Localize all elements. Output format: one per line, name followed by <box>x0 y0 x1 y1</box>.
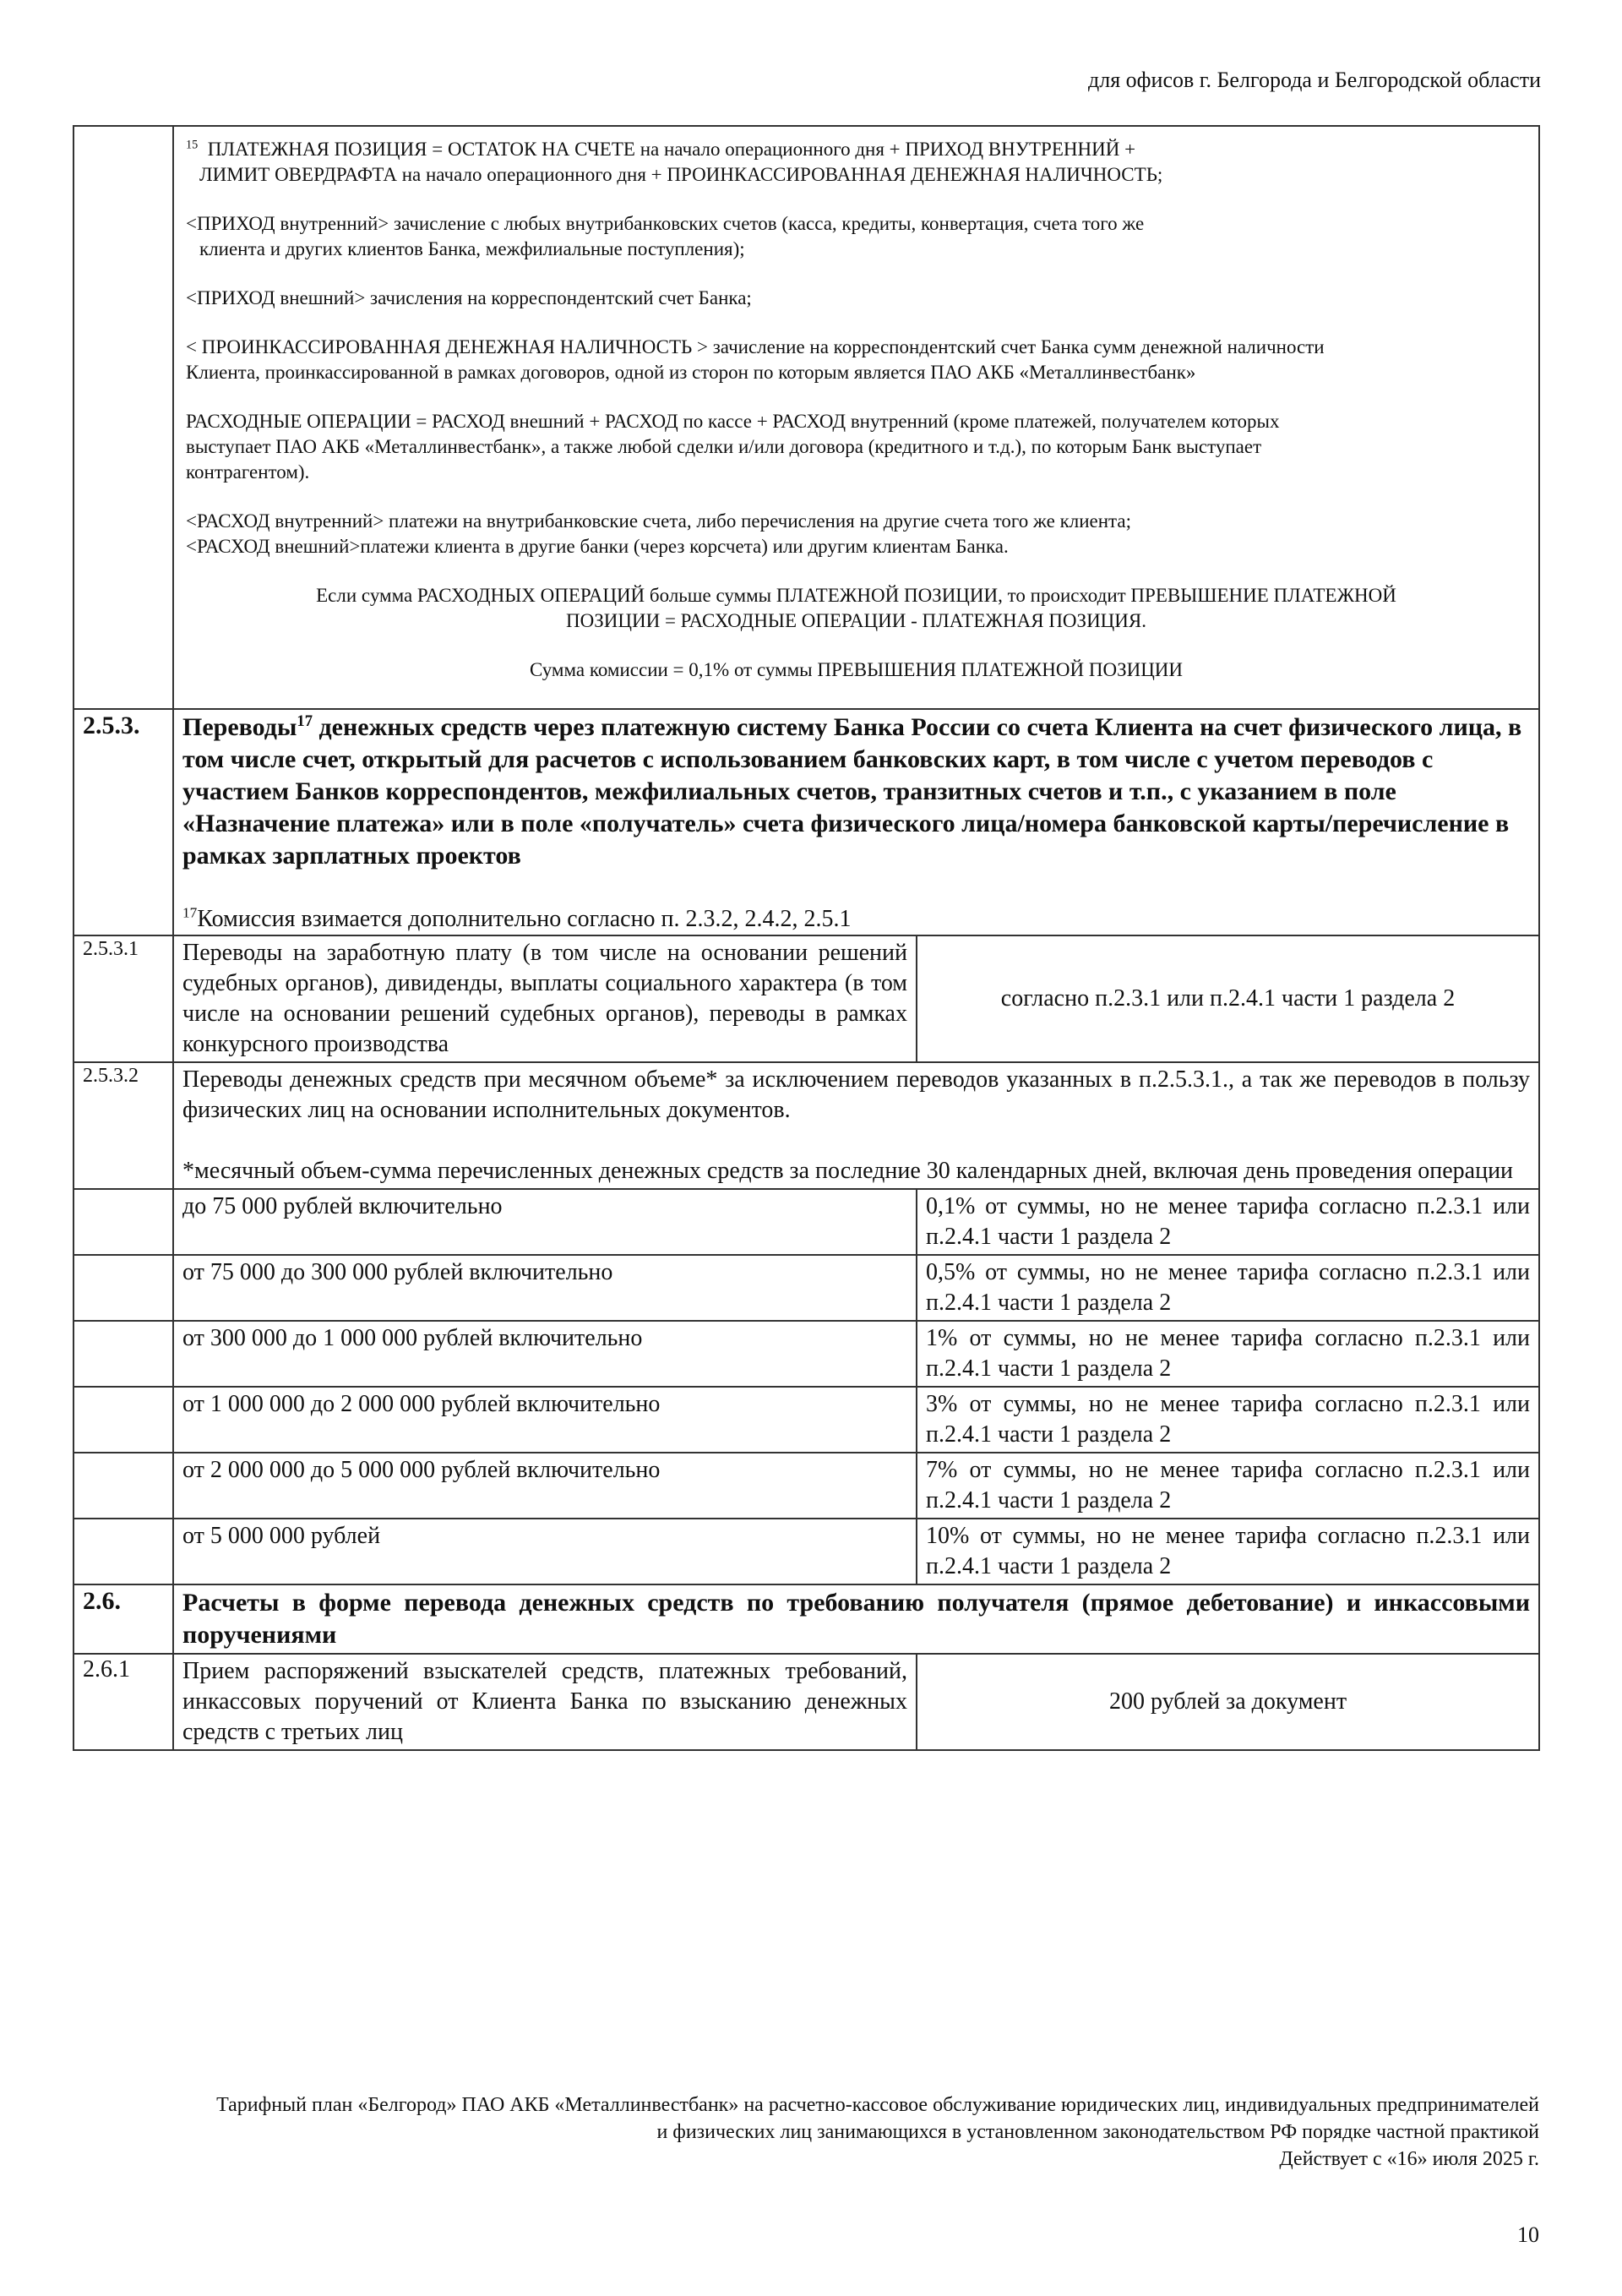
tier-tariff: 3% от суммы, но не менее тарифа согласно п.2.3.1 или п.2.4.1 части 1 раздела 2 <box>917 1387 1539 1453</box>
num-cell-empty <box>73 1255 173 1321</box>
rashod-line2: выступает ПАО АКБ «Металлинвестбанк», а также любой сделки и/или договора (кредитного и т.д.), по которым Банк выступает <box>186 436 1262 457</box>
proink-line2: Клиента, проинкассированной в рамках договоров, одной из сторон по которым является ПАО АКБ «Металлинвестбанк» <box>186 362 1196 383</box>
section-2-5-3-2-desc: Переводы денежных средств при месячном объеме* за исключением переводов указанных в п.2.5.3.1., а так же переводов в пользу физических лиц на основании исполнительных документов. <box>182 1066 1531 1123</box>
service-description: Прием распоряжений взыскателей средств, платежных требований, инкассовых поручений от Клиента Банка по взысканию денежных средств с третьих лиц <box>173 1654 917 1750</box>
note15-line1: $^{15}$ ПЛАТЕЖНАЯ ПОЗИЦИЯ = ОСТАТОК НА СЧЕТЕ на начало операционного дня + ПРИХОД ВНУТРЕННИЙ + <box>186 138 1136 160</box>
footer-line3: Действует с «16» июля 2025 г. <box>1279 2148 1539 2170</box>
tier-tariff: 0,1% от суммы, но не менее тарифа согласно п.2.3.1 или п.2.4.1 части 1 раздела 2 <box>917 1189 1539 1255</box>
section-number: 2.5.3. <box>73 709 173 935</box>
tier-range: от 300 000 до 1 000 000 рублей включительно <box>173 1321 917 1387</box>
page-number: 10 <box>1517 2222 1539 2247</box>
table-row-2-5-3 <box>73 709 1539 935</box>
num-cell-empty <box>73 126 173 709</box>
section-2-5-3-2-note: *месячный объем-сумма перечисленных денежных средств за последние 30 календарных дней, включая день проведения операции <box>182 1158 1514 1184</box>
section-number: 2.5.3.2 <box>73 1062 173 1189</box>
table-row-2-6-1 <box>73 1654 1539 1750</box>
service-tariff: 200 рублей за документ <box>917 1654 1539 1750</box>
section-2-5-3-heading: Переводы$^{17}$ денежных средств через платежную систему Банка России со счета Клиента на счет физического лица, в том числе счет, открытый для расчетов с использованием банковских карт, в том числе с учетом переводов с участием Банков корреспондентов, межфилиальных счетов, транзитных счетов и т.п., с указанием в поле «Назначение платежа» или в поле «получатель» счета физического лица/номера банковской карты/перечисление в рамках зарплатных проектов <box>182 712 1522 870</box>
section-2-5-3-2-cell <box>173 1062 1539 1189</box>
section-2-5-3-cell <box>173 709 1539 935</box>
note15-block <box>173 126 1539 709</box>
prihod-vnutr-line2: клиента и других клиентов Банка, межфилиальные поступления); <box>199 238 745 259</box>
tier-range: от 75 000 до 300 000 рублей включительно <box>173 1255 917 1321</box>
rashod-line1: РАСХОДНЫЕ ОПЕРАЦИИ = РАСХОД внешний + РАСХОД по кассе + РАСХОД внутренний (кроме платежей, получателем которых <box>186 411 1280 432</box>
tier-row <box>73 1321 1539 1387</box>
note15-line2: ЛИМИТ ОВЕРДРАФТА на начало операционного дня + ПРОИНКАССИРОВАННАЯ ДЕНЕЖНАЯ НАЛИЧНОСТЬ; <box>199 164 1163 185</box>
page-footer <box>216 2091 1539 2173</box>
proink-line1: < ПРОИНКАССИРОВАННАЯ ДЕНЕЖНАЯ НАЛИЧНОСТЬ > зачисление на корреспондентский счет Банка сумм денежной наличности <box>186 336 1325 357</box>
tier-tariff: 10% от суммы, но не менее тарифа согласно п.2.3.1 или п.2.4.1 части 1 раздела 2 <box>917 1519 1539 1584</box>
footer-line1: Тарифный план «Белгород» ПАО АКБ «Металлинвестбанк» на расчетно-кассовое обслуживание юридических лиц, индивидуальных предпринимателей <box>216 2094 1539 2116</box>
commission-formula: Сумма комиссии = 0,1% от суммы ПРЕВЫШЕНИЯ ПЛАТЕЖНОЙ ПОЗИЦИИ <box>529 659 1184 680</box>
num-cell-empty <box>73 1189 173 1255</box>
prevysh-line1: Если сумма РАСХОДНЫХ ОПЕРАЦИЙ больше суммы ПЛАТЕЖНОЙ ПОЗИЦИИ, то происходит ПРЕВЫШЕНИЕ ПЛАТЕЖНОЙ <box>316 585 1396 606</box>
tier-row <box>73 1255 1539 1321</box>
num-cell-empty <box>73 1453 173 1519</box>
section-number: 2.6. <box>73 1584 173 1654</box>
tier-range: от 2 000 000 до 5 000 000 рублей включительно <box>173 1453 917 1519</box>
section-2-6-heading: Расчеты в форме перевода денежных средств по требованию получателя (прямое дебетование) и инкассовыми поручениями <box>173 1584 1539 1654</box>
tier-range: от 1 000 000 до 2 000 000 рублей включительно <box>173 1387 917 1453</box>
rashod-vnutr: <РАСХОД внутренний> платежи на внутрибанковские счета, либо перечисления на другие счета того же клиента; <box>186 510 1131 532</box>
page-header: для офисов г. Белгорода и Белгородской области <box>1088 68 1541 92</box>
tier-tariff: 0,5% от суммы, но не менее тарифа согласно п.2.3.1 или п.2.4.1 части 1 раздела 2 <box>917 1255 1539 1321</box>
tier-row <box>73 1519 1539 1584</box>
tier-row <box>73 1453 1539 1519</box>
section-number: 2.5.3.1 <box>73 935 173 1062</box>
table-row-2-6 <box>73 1584 1539 1654</box>
tier-range: до 75 000 рублей включительно <box>173 1189 917 1255</box>
tier-row <box>73 1189 1539 1255</box>
num-cell-empty <box>73 1321 173 1387</box>
table-row-note15 <box>73 126 1539 709</box>
table-row-2-5-3-2 <box>73 1062 1539 1189</box>
table-row-2-5-3-1 <box>73 935 1539 1062</box>
rashod-line3: контрагентом). <box>186 461 310 483</box>
footer-line2: и физических лиц занимающихся в установленном законодательством РФ порядке частной практикой <box>656 2121 1539 2143</box>
tier-tariff: 1% от суммы, но не менее тарифа согласно п.2.3.1 или п.2.4.1 части 1 раздела 2 <box>917 1321 1539 1387</box>
tier-range: от 5 000 000 рублей <box>173 1519 917 1584</box>
service-tariff: согласно п.2.3.1 или п.2.4.1 части 1 раздела 2 <box>917 935 1539 1062</box>
num-cell-empty <box>73 1387 173 1453</box>
prevysh-line2: ПОЗИЦИИ = РАСХОДНЫЕ ОПЕРАЦИИ - ПЛАТЕЖНАЯ ПОЗИЦИЯ. <box>566 610 1146 631</box>
footnote-17: $^{17}$Комиссия взимается дополнительно согласно п. 2.3.2, 2.4.2, 2.5.1 <box>182 904 852 932</box>
tariff-table <box>73 125 1540 1751</box>
prihod-vnesh: <ПРИХОД внешний> зачисления на корреспондентский счет Банка; <box>186 287 752 308</box>
prihod-vnutr-line1: <ПРИХОД внутренний> зачисление с любых внутрибанковских счетов (касса, кредиты, конвертация, счета того же <box>186 213 1145 234</box>
section-number: 2.6.1 <box>73 1654 173 1750</box>
tier-row <box>73 1387 1539 1453</box>
num-cell-empty <box>73 1519 173 1584</box>
rashod-vnesh: <РАСХОД внешний>платежи клиента в другие банки (через корсчета) или другим клиентам Банка. <box>186 536 1009 557</box>
tier-tariff: 7% от суммы, но не менее тарифа согласно п.2.3.1 или п.2.4.1 части 1 раздела 2 <box>917 1453 1539 1519</box>
service-description: Переводы на заработную плату (в том числе на основании решений судебных органов), дивиденды, выплаты социального характера (в том числе на основании решений судебных органов), переводы в рамках конкурсного производства <box>173 935 917 1062</box>
